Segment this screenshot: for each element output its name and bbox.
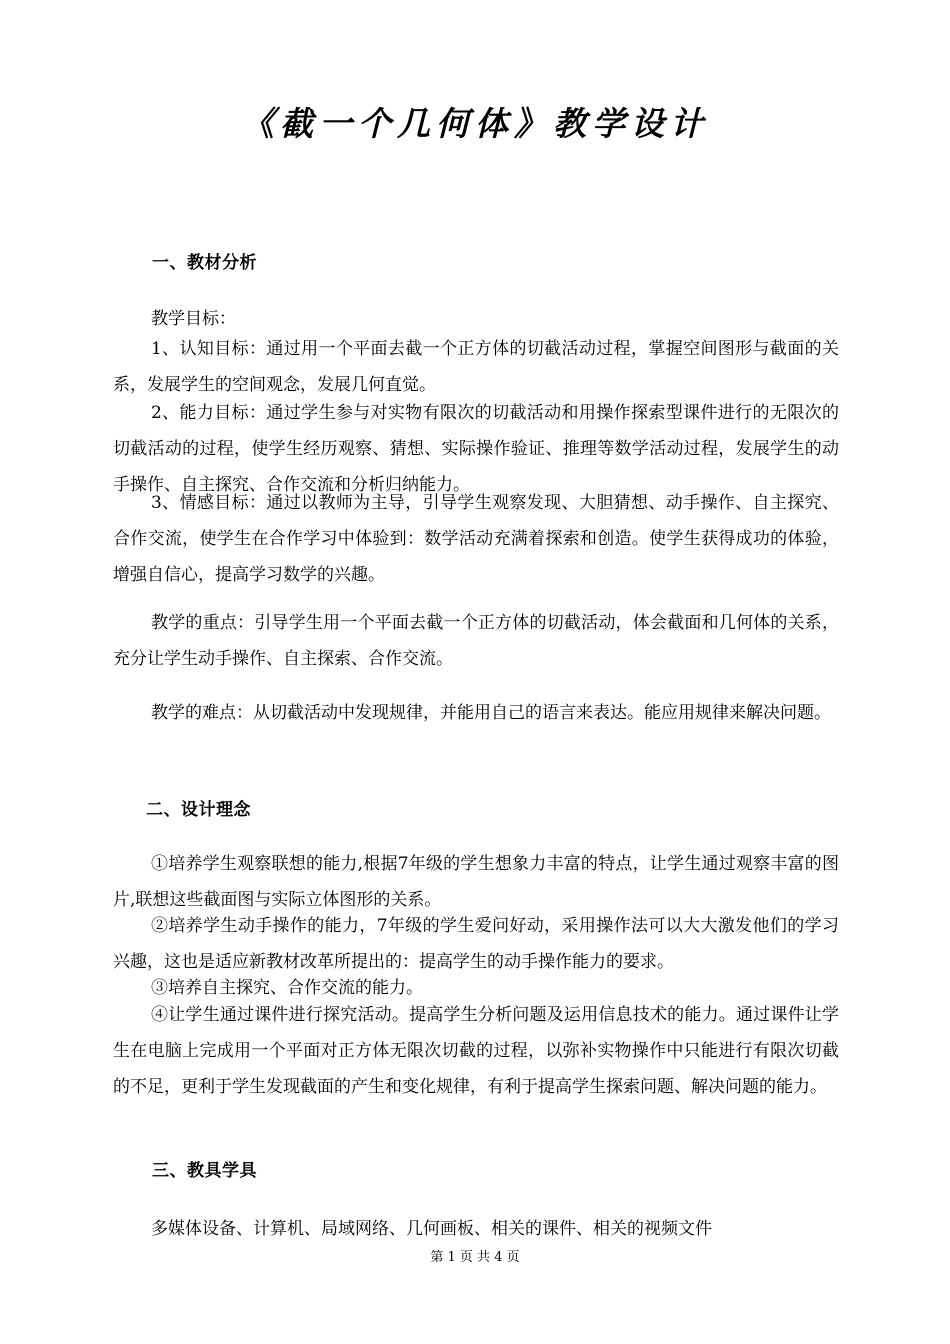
section-heading-design-concept: 二、设计理念 <box>146 800 251 820</box>
emotional-goal-paragraph: 3、情感目标：通过以教师为主导，引导学生观察发现、大胆猜想、动手操作、自主探究、合作交流，使学生在合作学习中体验到：数学活动充满着探索和创造。使学生获得成功的体验，增强自信心，提高学习数学的兴趣。 <box>113 493 839 585</box>
teaching-goals-label: 教学目标： <box>151 309 236 329</box>
design-item-1: ①培养学生观察联想的能力,根据7年级的学生想象力丰富的特点，让学生通过观察丰富的图片,联想这些截面图与实际立体图形的关系。 <box>113 854 839 910</box>
page-footer: 第 1 页 共 4 页 <box>430 1250 520 1265</box>
difficulty-paragraph: 教学的难点：从切截活动中发现规律，并能用自己的语言来表达。能应用规律来解决问题。 <box>151 703 831 723</box>
key-point-paragraph: 教学的重点：引导学生用一个平面去截一个正方体的切截活动，体会截面和几何体的关系，充分让学生动手操作、自主探索、合作交流。 <box>113 613 839 669</box>
ability-goal-paragraph: 2、能力目标：通过学生参与对实物有限次的切截活动和用操作探索型课件进行的无限次的切截活动的过程，使学生经历观察、猜想、实际操作验证、推理等数学活动过程，发展学生的动手操作、自主探究、合作交流和分析归纳能力。 <box>113 403 839 495</box>
cognitive-goal-paragraph: 1、认知目标：通过用一个平面去截一个正方体的切截活动过程，掌握空间图形与截面的关系，发展学生的空间观念，发展几何直觉。 <box>113 339 839 395</box>
design-item-3: ③培养自主探究、合作交流的能力。 <box>151 978 423 998</box>
design-item-4: ④让学生通过课件进行探究活动。提高学生分析问题及运用信息技术的能力。通过课件让学生在电脑上完成用一个平面对正方体无限次切截的过程，以弥补实物操作中只能进行有限次切截的不足，更利于学生发现截面的产生和变化规律，有利于提高学生探索问题、解决问题的能力。 <box>113 1005 839 1097</box>
document-title: 《截一个几何体》教学设计 <box>241 104 709 143</box>
teaching-aids-paragraph: 多媒体设备、计算机、局域网络、几何画板、相关的课件、相关的视频文件 <box>151 1219 712 1239</box>
design-item-2: ②培养学生动手操作的能力，7年级的学生爱问好动，采用操作法可以大大激发他们的学习兴趣，这也是适应新教材改革所提出的：提高学生的动手操作能力的要求。 <box>113 916 839 972</box>
section-heading-teaching-aids: 三、教具学具 <box>152 1161 257 1181</box>
section-heading-materials-analysis: 一、教材分析 <box>152 253 257 273</box>
